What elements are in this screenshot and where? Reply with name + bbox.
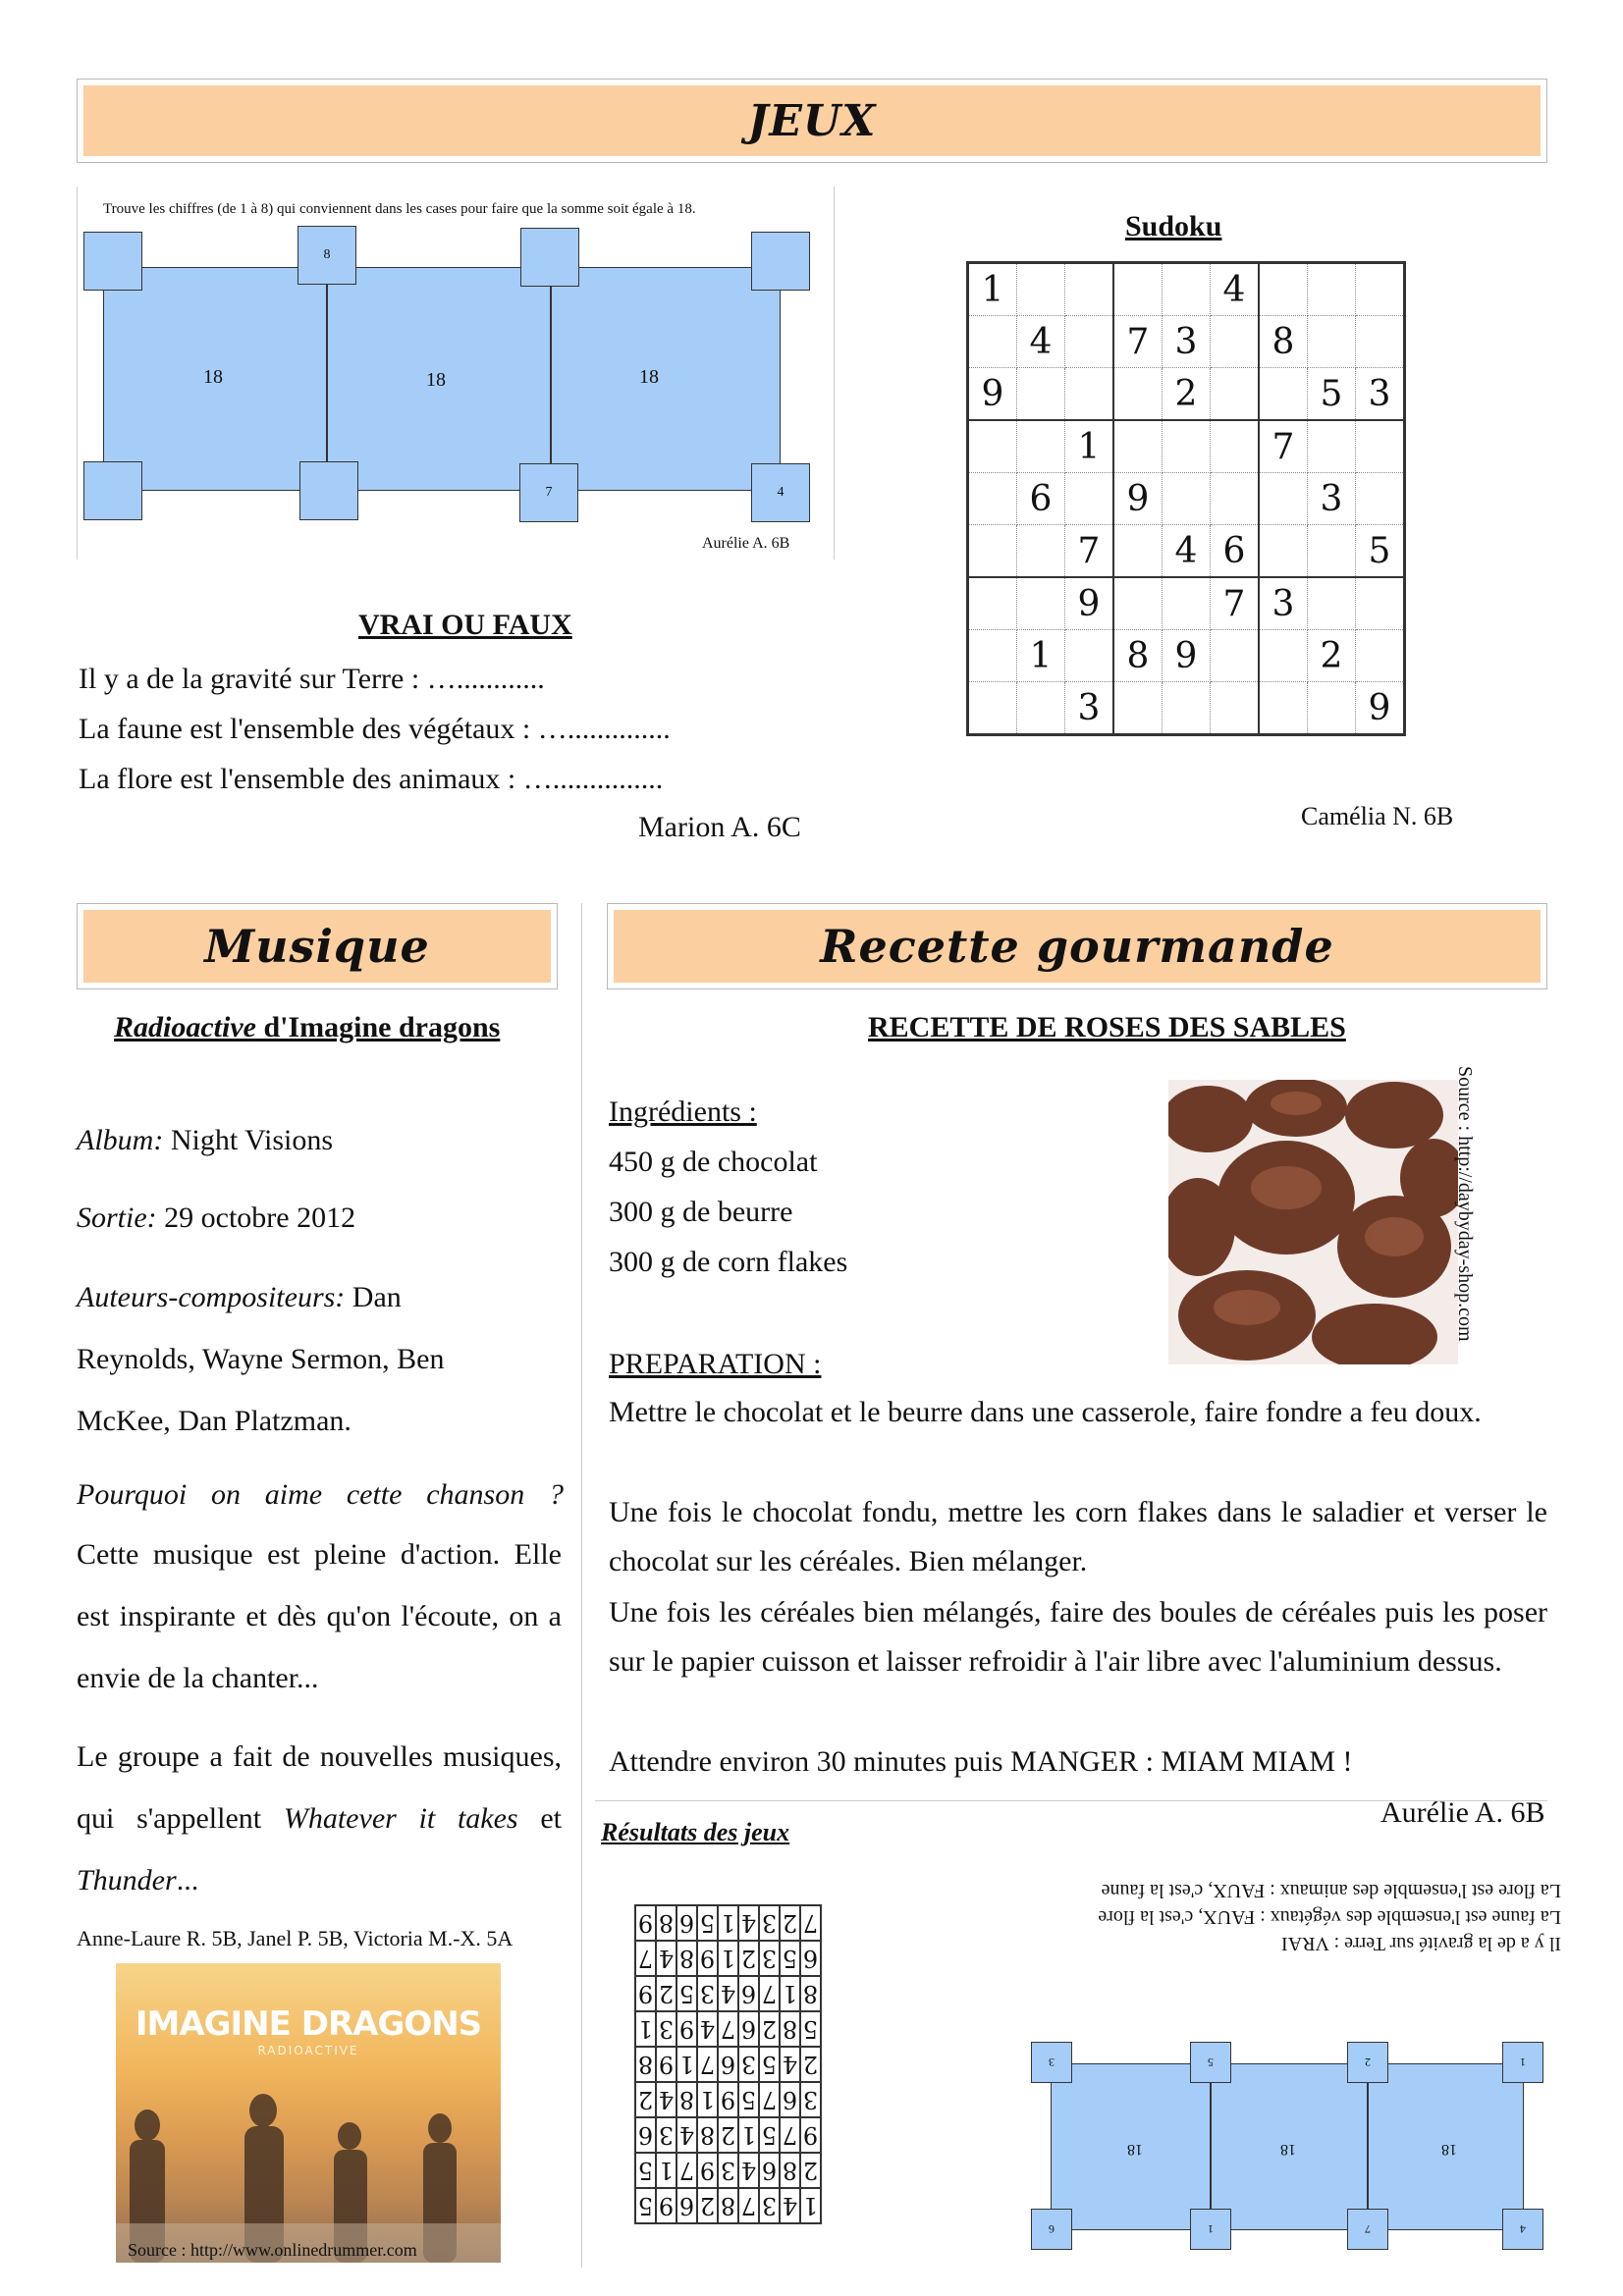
sudoku-cell[interactable]: 6 — [1017, 473, 1065, 525]
resultats-cell: 3 — [738, 2047, 759, 2082]
ingredients-label: Ingrédients : — [609, 1095, 757, 1128]
puzzle-cell[interactable] — [83, 232, 142, 291]
sudoku-row — [968, 577, 1405, 630]
resultats-cell: 3 — [759, 2188, 780, 2223]
resultats-cell: 4 — [656, 2082, 676, 2117]
solution-cell: 3 — [1031, 2042, 1072, 2083]
resultats-cell: 7 — [800, 1905, 821, 1941]
sudoku-cell[interactable] — [1211, 630, 1260, 682]
resultats-cell: 5 — [697, 1905, 718, 1941]
sudoku-cell[interactable]: 3 — [1065, 682, 1114, 735]
sudoku-cell[interactable]: 3 — [1308, 473, 1356, 525]
song-artist: d'Imagine dragons — [255, 1011, 501, 1043]
sudoku-cell[interactable] — [1113, 368, 1163, 421]
sudoku-cell[interactable] — [968, 577, 1017, 630]
solution-cell: 5 — [1190, 2042, 1231, 2083]
resultats-sudoku-grid — [634, 1904, 822, 2224]
album-cover-subtitle: RADIOACTIVE — [257, 2044, 359, 2057]
sum-puzzle — [77, 187, 835, 560]
solution-cell: 4 — [1502, 2209, 1543, 2250]
sudoku-cell[interactable] — [1211, 316, 1260, 368]
resultats-row — [635, 2047, 821, 2082]
sudoku-cell[interactable] — [1308, 420, 1356, 473]
puzzle-sum: 18 — [203, 366, 223, 388]
resultats-cell: 3 — [718, 2153, 738, 2188]
sudoku-row — [968, 473, 1405, 525]
resultats-cell: 5 — [738, 2082, 759, 2117]
sudoku-cell[interactable]: 4 — [1163, 525, 1211, 578]
puzzle-cell[interactable]: 8 — [298, 226, 356, 285]
resultats-cell: 4 — [780, 2188, 800, 2223]
album-cover-image — [116, 1963, 501, 2263]
sudoku-cell[interactable] — [1017, 577, 1065, 630]
musique-header-text: Musique — [204, 920, 430, 973]
resultats-cell: 4 — [697, 2011, 718, 2047]
resultats-cell: 5 — [780, 1941, 800, 1976]
vf-answer: La flore est l'ensemble des animaux : FAUX, c'est la faune — [1101, 1880, 1561, 1901]
puzzle-cell[interactable] — [299, 461, 358, 520]
solution-divider — [1210, 2063, 1212, 2230]
roses-des-sables-image — [1168, 1080, 1458, 1364]
para2-song-1: Whatever it takes — [283, 1802, 518, 1835]
sudoku-cell[interactable] — [1308, 525, 1356, 578]
music-paragraph-2 — [77, 1726, 562, 1911]
sudoku-cell[interactable] — [1259, 682, 1308, 735]
resultats-cell: 2 — [800, 2153, 821, 2188]
recette-header — [607, 903, 1547, 989]
resultats-cell: 2 — [800, 2047, 821, 2082]
sudoku-cell[interactable]: 9 — [1065, 577, 1114, 630]
solution-sum: 18 — [1441, 2141, 1457, 2158]
resultats-cell: 3 — [656, 2011, 676, 2047]
sudoku-cell[interactable] — [1356, 473, 1405, 525]
resultats-cell: 1 — [635, 2011, 656, 2047]
resultats-cell: 1 — [676, 2047, 697, 2082]
puzzle-cell[interactable] — [751, 232, 810, 291]
sudoku-author: Camélia N. 6B — [1301, 802, 1454, 830]
auteurs-label: Auteurs-compositeurs: — [77, 1281, 346, 1313]
sudoku-cell[interactable] — [968, 473, 1017, 525]
solution-cell: 6 — [1031, 2209, 1072, 2250]
song-name: Radioactive — [114, 1011, 256, 1043]
sudoku-cell[interactable] — [1356, 420, 1405, 473]
sudoku-cell[interactable]: 1 — [1017, 630, 1065, 682]
resultats-cell: 9 — [635, 1905, 656, 1941]
sudoku-cell[interactable]: 3 — [1163, 316, 1211, 368]
resultats-cell: 2 — [738, 1941, 759, 1976]
sudoku-title: Sudoku — [1125, 210, 1222, 242]
sudoku-cell[interactable] — [1017, 525, 1065, 578]
recette-author: Aurélie A. 6B — [1380, 1796, 1545, 1829]
resultats-cell: 5 — [800, 2011, 821, 2047]
resultats-cell: 2 — [656, 1976, 676, 2011]
sudoku-cell[interactable] — [1065, 473, 1114, 525]
resultats-cell: 9 — [635, 1976, 656, 2011]
resultats-cell: 5 — [676, 1976, 697, 2011]
resultats-cell: 6 — [718, 2047, 738, 2082]
sudoku-cell[interactable]: 4 — [1017, 316, 1065, 368]
album-label: Album: — [77, 1124, 164, 1156]
resultats-cell: 9 — [718, 2082, 738, 2117]
sudoku-cell[interactable] — [968, 525, 1017, 578]
resultats-cell: 5 — [635, 2153, 656, 2188]
resultats-cell: 4 — [738, 1905, 759, 1941]
sortie-value: 29 octobre 2012 — [156, 1201, 356, 1234]
vrai-faux-question: La faune est l'ensemble des végétaux : ….............. — [79, 713, 671, 745]
puzzle-instruction: Trouve les chiffres (de 1 à 8) qui conviennent dans les cases pour faire que la somme soit égale à 18. — [103, 201, 696, 217]
preparation-label: PREPARATION : — [609, 1348, 822, 1380]
sudoku-cell[interactable] — [1259, 473, 1308, 525]
sudoku-cell[interactable]: 5 — [1308, 368, 1356, 421]
resultats-cell: 9 — [697, 2153, 718, 2188]
sudoku-cell[interactable] — [1017, 368, 1065, 421]
resultats-cell: 6 — [676, 2188, 697, 2223]
puzzle-cell[interactable]: 7 — [519, 463, 578, 522]
sudoku-cell[interactable] — [1211, 368, 1260, 421]
ingredient-item: 450 g de chocolat — [609, 1146, 818, 1178]
resultats-cell: 7 — [759, 1976, 780, 2011]
vf-answer: Il y a de la gravité sur Terre : VRAI — [1281, 1933, 1561, 1954]
resultats-cell: 5 — [759, 2047, 780, 2082]
resultats-row — [635, 2011, 821, 2047]
resultats-cell: 1 — [718, 1941, 738, 1976]
resultats-puzzle — [1029, 2038, 1545, 2252]
solution-sum: 18 — [1280, 2141, 1296, 2158]
sudoku-cell[interactable]: 7 — [1211, 577, 1260, 630]
sudoku-cell[interactable] — [1163, 682, 1211, 735]
puzzle-divider — [326, 267, 328, 491]
sudoku-cell[interactable] — [1113, 525, 1163, 578]
resultats-row — [635, 1941, 821, 1976]
pourquoi-question: Pourquoi on aime cette chanson ? — [77, 1478, 564, 1511]
puzzle-divider — [550, 267, 552, 491]
resultats-cell: 8 — [635, 2047, 656, 2082]
sudoku-cell[interactable] — [1017, 682, 1065, 735]
resultats-cell: 2 — [718, 2117, 738, 2153]
album-line — [77, 1124, 333, 1157]
song-title — [114, 1011, 500, 1044]
resultats-cell: 9 — [656, 2188, 676, 2223]
chocolate-clusters — [1168, 1080, 1458, 1364]
resultats-cell: 5 — [759, 2117, 780, 2153]
sudoku-cell[interactable]: 4 — [1211, 263, 1260, 316]
vrai-faux-author: Marion A. 6C — [638, 811, 801, 843]
resultats-cell: 1 — [738, 2117, 759, 2153]
solution-divider — [1367, 2063, 1369, 2230]
musique-header — [77, 903, 558, 989]
sudoku-row — [968, 368, 1405, 421]
sudoku-cell[interactable] — [1308, 682, 1356, 735]
sudoku-cell[interactable] — [1113, 682, 1163, 735]
recette-header-text: Recette gourmande — [820, 920, 1334, 973]
sudoku-cell[interactable] — [1356, 263, 1405, 316]
resultats-cell: 4 — [780, 2047, 800, 2082]
auteurs-block — [77, 1266, 489, 1452]
sudoku-cell[interactable]: 9 — [1356, 682, 1405, 735]
sudoku-cell[interactable] — [1308, 263, 1356, 316]
resultats-cell: 8 — [697, 2117, 718, 2153]
sudoku-cell[interactable] — [1259, 263, 1308, 316]
sudoku-cell[interactable] — [1211, 473, 1260, 525]
sudoku-cell[interactable] — [1065, 316, 1114, 368]
sudoku-cell[interactable] — [1163, 473, 1211, 525]
puzzle-sum: 18 — [639, 366, 659, 388]
resultats-cell: 7 — [780, 2117, 800, 2153]
solution-cell: 1 — [1190, 2209, 1231, 2250]
sudoku-cell[interactable] — [1308, 577, 1356, 630]
jeux-header-text: JEUX — [747, 95, 877, 146]
album-cover-title: IMAGINE DRAGONS — [135, 2004, 482, 2044]
music-paragraph-1: Cette musique est pleine d'action. Elle est inspirante et dès qu'on l'écoute, on a envie de la chanter... — [77, 1538, 562, 1694]
resultats-cell: 8 — [676, 2082, 697, 2117]
resultats-cell: 8 — [780, 2153, 800, 2188]
sortie-line — [77, 1201, 355, 1235]
resultats-cell: 9 — [656, 2047, 676, 2082]
resultats-cell: 2 — [759, 2011, 780, 2047]
resultats-cell: 2 — [780, 1905, 800, 1941]
sudoku-cell[interactable]: 1 — [968, 263, 1017, 316]
sudoku-row — [968, 630, 1405, 682]
sudoku-cell[interactable] — [968, 630, 1017, 682]
sudoku-cell[interactable]: 2 — [1163, 368, 1211, 421]
sudoku-cell[interactable] — [1163, 420, 1211, 473]
music-authors: Anne-Laure R. 5B, Janel P. 5B, Victoria M.-X. 5A — [77, 1926, 514, 1950]
resultats-cell: 3 — [697, 1976, 718, 2011]
puzzle-author: Aurélie A. 6B — [702, 535, 790, 552]
preparation-step: Mettre le chocolat et le beurre dans une casserole, faire fondre a feu doux. — [609, 1396, 1482, 1428]
resultats-cell: 6 — [635, 2117, 656, 2153]
solution-cell: 2 — [1347, 2042, 1388, 2083]
sudoku-cell[interactable] — [1065, 368, 1114, 421]
resultats-cell: 2 — [697, 2188, 718, 2223]
vrai-faux-question: La flore est l'ensemble des animaux : …............... — [79, 763, 664, 795]
album-cover-source: Source : http://www.onlinedrummer.com — [128, 2240, 417, 2260]
photo-source: Source : http://daybyday-shop.com — [1454, 1066, 1476, 1342]
sudoku-cell[interactable] — [1065, 263, 1114, 316]
sudoku-cell[interactable] — [1113, 420, 1163, 473]
preparation-step: Attendre environ 30 minutes puis MANGER : MIAM MIAM ! — [609, 1745, 1353, 1778]
sudoku-cell[interactable] — [1259, 630, 1308, 682]
sudoku-cell[interactable] — [968, 682, 1017, 735]
recette-title: RECETTE DE ROSES DES SABLES — [868, 1011, 1346, 1043]
resultats-cell: 6 — [780, 2082, 800, 2117]
resultats-cell: 9 — [676, 2011, 697, 2047]
sudoku-cell[interactable]: 7 — [1113, 316, 1163, 368]
resultats-cell: 7 — [676, 2153, 697, 2188]
sudoku-cell[interactable] — [1356, 316, 1405, 368]
ingredient-item: 300 g de beurre — [609, 1196, 793, 1228]
sudoku-cell[interactable] — [1356, 630, 1405, 682]
puzzle-cell[interactable]: 4 — [751, 463, 810, 522]
resultats-cell: 6 — [759, 2153, 780, 2188]
resultats-cell: 7 — [738, 2188, 759, 2223]
solution-cell: 7 — [1347, 2209, 1388, 2250]
sudoku-cell[interactable] — [1017, 420, 1065, 473]
resultats-cell: 8 — [780, 2011, 800, 2047]
resultats-cell: 7 — [697, 2047, 718, 2082]
band-silhouettes — [116, 1963, 501, 2263]
resultats-cell: 6 — [738, 1976, 759, 2011]
resultats-row — [635, 2082, 821, 2117]
puzzle-cell[interactable] — [83, 461, 142, 520]
resultats-cell: 1 — [656, 2153, 676, 2188]
sudoku-cell[interactable]: 9 — [968, 368, 1017, 421]
resultats-vf-answers — [1031, 1877, 1561, 1956]
sudoku-cell[interactable] — [1308, 316, 1356, 368]
vrai-faux-title: VRAI OU FAUX — [358, 609, 572, 641]
sudoku-cell[interactable] — [1259, 525, 1308, 578]
sudoku-cell[interactable]: 3 — [1356, 368, 1405, 421]
sudoku-cell[interactable]: 6 — [1211, 525, 1260, 578]
sortie-label: Sortie: — [77, 1201, 157, 1234]
resultats-row — [635, 1976, 821, 2011]
sudoku-cell[interactable] — [1113, 577, 1163, 630]
resultats-cell: 3 — [800, 2082, 821, 2117]
resultats-cell: 1 — [718, 1905, 738, 1941]
resultats-cell: 2 — [635, 2082, 656, 2117]
resultats-row — [635, 1905, 821, 1941]
resultats-cell: 7 — [635, 1941, 656, 1976]
preparation-step: Une fois le chocolat fondu, mettre les corn flakes dans le saladier et verser le chocolat sur les céréales. Bien mélanger. — [609, 1496, 1547, 1577]
sudoku-cell[interactable] — [1065, 630, 1114, 682]
preparation-step: Une fois les céréales bien mélangés, faire des boules de céréales puis les poser sur le papier cuisson et laisser refroidir à l'air libre avec l'aluminium dessus. — [609, 1596, 1547, 1678]
resultats-cell: 9 — [697, 1941, 718, 1976]
resultats-cell: 4 — [676, 2117, 697, 2153]
ingredient-item: 300 g de corn flakes — [609, 1246, 848, 1278]
sudoku-cell[interactable]: 7 — [1065, 525, 1114, 578]
sudoku-cell[interactable]: 1 — [1065, 420, 1114, 473]
para2-text-e: ... — [176, 1864, 199, 1896]
sudoku-cell[interactable] — [1211, 682, 1260, 735]
resultats-cell: 6 — [800, 1941, 821, 1976]
para2-song-2: Thunder — [77, 1864, 177, 1896]
sudoku-row — [968, 420, 1405, 473]
resultats-row — [635, 2188, 821, 2223]
resultats-cell: 4 — [656, 1941, 676, 1976]
resultats-cell: 3 — [656, 2117, 676, 2153]
column-divider — [581, 903, 582, 2268]
sudoku-row — [968, 316, 1405, 368]
resultats-cell: 9 — [800, 2117, 821, 2153]
resultats-cell: 6 — [738, 2011, 759, 2047]
sudoku-cell[interactable] — [1163, 263, 1211, 316]
sudoku-cell[interactable] — [1163, 577, 1211, 630]
resultats-cell: 4 — [718, 1976, 738, 2011]
auteurs-value: Dan Reynolds, Wayne Sermon, Ben McKee, Dan Platzman. — [77, 1281, 445, 1437]
resultats-row — [635, 2117, 821, 2153]
sudoku-cell[interactable]: 7 — [1259, 420, 1308, 473]
sudoku-cell[interactable]: 9 — [1113, 473, 1163, 525]
resultats-cell: 3 — [759, 1941, 780, 1976]
sudoku-cell[interactable]: 3 — [1259, 577, 1308, 630]
solution-cell: 1 — [1502, 2042, 1543, 2083]
sudoku-row — [968, 682, 1405, 735]
jeux-header — [77, 79, 1547, 163]
resultats-cell: 4 — [738, 2153, 759, 2188]
sudoku-cell[interactable]: 8 — [1259, 316, 1308, 368]
resultats-cell: 7 — [759, 2082, 780, 2117]
vrai-faux-question: Il y a de la gravité sur Terre : …............ — [79, 663, 545, 695]
vf-answer: La faune est l'ensemble des végétaux : FAUX, c'est la flore — [1098, 1906, 1561, 1928]
resultats-cell: 8 — [656, 1905, 676, 1941]
sudoku-row — [968, 263, 1405, 316]
album-value: Night Visions — [163, 1124, 334, 1156]
solution-sum: 18 — [1127, 2141, 1143, 2158]
puzzle-cell[interactable] — [520, 228, 579, 287]
resultats-cell: 3 — [759, 1905, 780, 1941]
sudoku-cell[interactable]: 9 — [1163, 630, 1211, 682]
sudoku-grid — [966, 261, 1406, 736]
resultats-title: Résultats des jeux — [601, 1818, 790, 1846]
sudoku-cell[interactable] — [1113, 263, 1163, 316]
resultats-cell: 1 — [780, 1976, 800, 2011]
sudoku-cell[interactable] — [1356, 577, 1405, 630]
sudoku-cell[interactable] — [1259, 368, 1308, 421]
para2-text-c: et — [517, 1802, 563, 1835]
sudoku-cell[interactable] — [1017, 263, 1065, 316]
puzzle-sum: 18 — [426, 369, 446, 391]
resultats-cell: 6 — [676, 1905, 697, 1941]
sudoku-cell[interactable]: 8 — [1113, 630, 1163, 682]
sudoku-row — [968, 525, 1405, 578]
resultats-cell: 8 — [800, 1976, 821, 2011]
sudoku-cell[interactable]: 2 — [1308, 630, 1356, 682]
resultats-row — [635, 2153, 821, 2188]
resultats-cell: 7 — [718, 2011, 738, 2047]
sudoku-cell[interactable] — [1211, 420, 1260, 473]
para2-text-a: Le groupe a fait de nouvelles musiques, qui s'appellent — [77, 1740, 562, 1835]
resultats-cell: 5 — [635, 2188, 656, 2223]
resultats-cell: 1 — [800, 2188, 821, 2223]
resultats-cell: 8 — [676, 1941, 697, 1976]
sudoku-cell[interactable] — [968, 316, 1017, 368]
resultats-cell: 8 — [718, 2188, 738, 2223]
sudoku-cell[interactable] — [968, 420, 1017, 473]
sudoku-cell[interactable]: 5 — [1356, 525, 1405, 578]
resultats-cell: 1 — [697, 2082, 718, 2117]
